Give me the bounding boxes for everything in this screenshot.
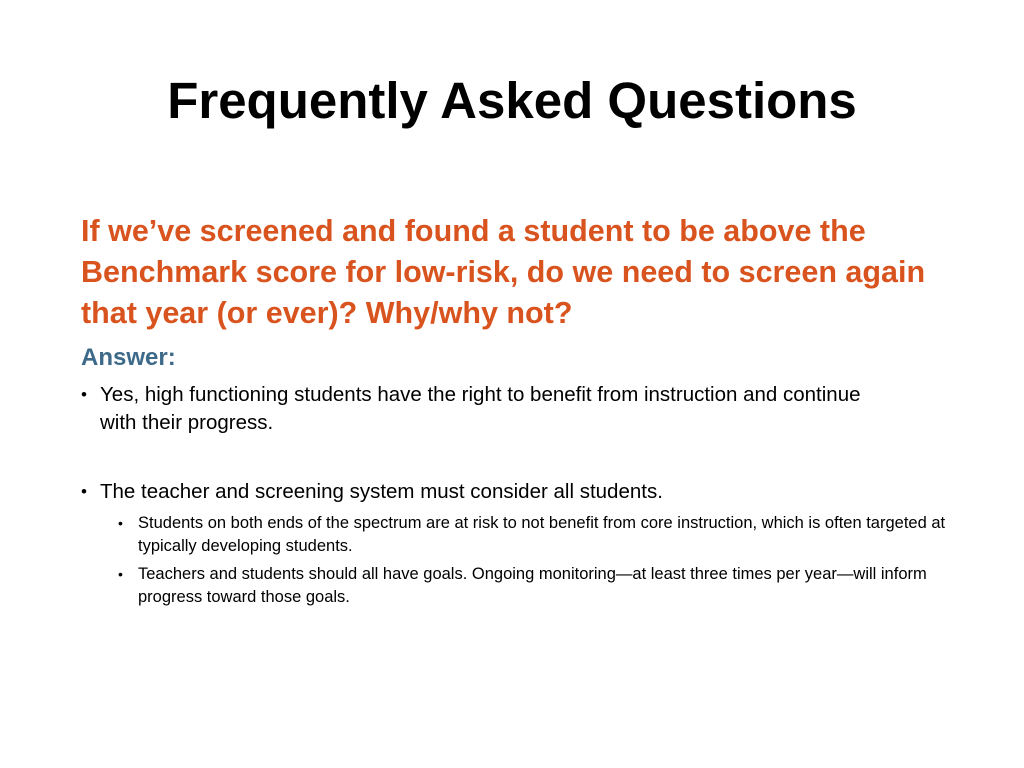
bullet-text: The teacher and screening system must consider all students. [100,480,663,503]
slide-title: Frequently Asked Questions [167,72,857,129]
bullet-dot-icon: • [81,482,87,501]
sub-bullet-item [118,563,968,609]
sub-bullet-text: Teachers and students should all have goals. Ongoing monitoring—at least three times per year—will inform progress toward those goals. [138,565,927,606]
bullet-dot-icon: • [81,385,87,404]
bullet-text: Yes, high functioning students have the right to benefit from instruction and continue with their progress. [100,383,861,434]
answer-label: Answer: [81,344,176,371]
bullet-dot-icon: • [118,515,123,531]
bullet-dot-icon: • [118,566,123,582]
sub-bullet-text: Students on both ends of the spectrum are at risk to not benefit from core instruction, which is often targeted at typically developing students. [138,514,946,555]
bullet-item [81,478,890,506]
bullet-item [81,381,890,437]
faq-question: If we’ve screened and found a student to be above the Benchmark score for low-risk, do we need to screen again that year (or ever)? Why/why not? [81,214,926,330]
sub-bullet-item [118,512,948,558]
